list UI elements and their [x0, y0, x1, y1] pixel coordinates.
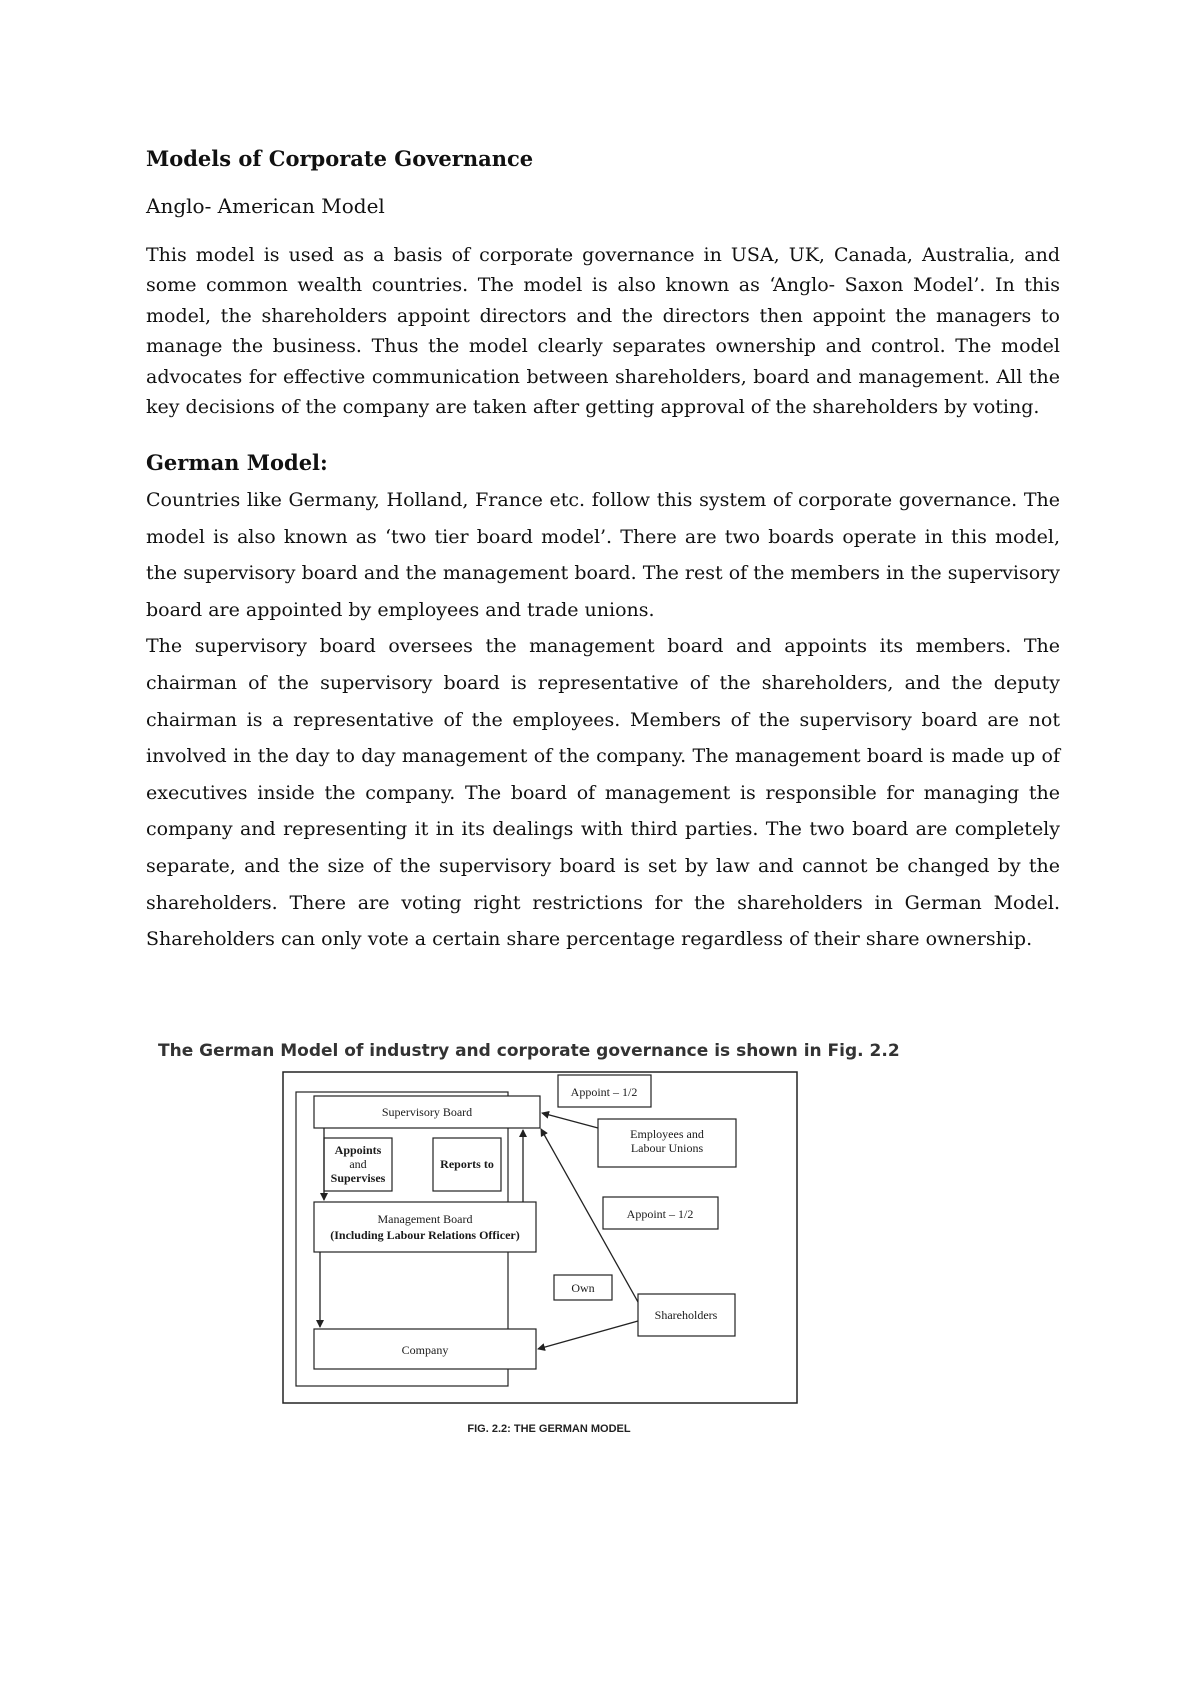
management-board-box: [314, 1202, 536, 1252]
document-title: Models of Corporate Governance: [146, 146, 534, 171]
management-board-label-line2: (Including Labour Relations Officer): [330, 1228, 520, 1242]
company-label: Company: [401, 1343, 449, 1357]
appoints-label-line3: Supervises: [330, 1171, 386, 1185]
supervisory-board-label: Supervisory Board: [381, 1105, 473, 1119]
german-model-paragraph-1: Countries like Germany, Holland, France etc. follow this system of corporate governance. The model is also known as ‘two tier board model’. There are two boards operate in this model, the supervisory board and the management board. The rest of the members in the supervisory board are appointed by employees and trade unions.: [146, 489, 1060, 621]
appoints-label-line1: Appoints: [334, 1143, 382, 1157]
german-model-figure: [146, 1036, 906, 1476]
figure-intro-text: The German Model of industry and corporate governance is shown in Fig. 2.2: [158, 1041, 900, 1061]
arrow-shareholders-own-company: [538, 1321, 638, 1349]
appoints-label-line2: and: [349, 1157, 367, 1171]
employees-label-line2: Labour Unions: [630, 1141, 704, 1155]
arrow-employees-to-supervisory: [542, 1113, 598, 1128]
management-board-label-line1: Management Board: [377, 1212, 473, 1226]
appoint-half-top-label: Appoint – 1/2: [570, 1085, 638, 1099]
anglo-american-heading: Anglo- American Model: [146, 194, 385, 218]
employees-label-line1: Employees and: [630, 1127, 704, 1141]
reports-to-label: Reports to: [440, 1157, 494, 1171]
shareholders-label: Shareholders: [654, 1308, 718, 1322]
german-model-diagram: [146, 1036, 906, 1476]
appoint-half-mid-label: Appoint – 1/2: [626, 1207, 694, 1221]
anglo-american-paragraph: This model is used as a basis of corporate governance in USA, UK, Canada, Australia, and some common wealth countries. The model is also known as ‘Anglo- Saxon Model’. In this model, the shareholders appoint directors and the directors then appoint the managers to manage the business. Thus the model clearly separates ownership and control. The model advocates for effective communication between shareholders, board and management. All the key decisions of the company are taken after getting approval of the shareholders by voting.: [146, 244, 1060, 419]
german-model-body: [146, 482, 1060, 958]
german-model-heading: German Model:: [146, 450, 328, 475]
german-model-paragraph-2: The supervisory board oversees the management board and appoints its members. The chairman of the supervisory board is representative of the shareholders, and the deputy chairman is a representative of the employees. Members of the supervisory board are not involved in the day to day management of the company. The management board is made up of executives inside the company. The board of management is responsible for managing the company and representing it in its dealings with third parties. The two board are completely separate, and the size of the supervisory board is set by law and cannot be changed by the shareholders. There are voting right restrictions for the shareholders in German Model. Shareholders can only vote a certain share percentage regardless of their share ownership.: [146, 635, 1060, 951]
own-label: Own: [571, 1281, 595, 1295]
figure-caption: FIG. 2.2: THE GERMAN MODEL: [467, 1423, 631, 1435]
